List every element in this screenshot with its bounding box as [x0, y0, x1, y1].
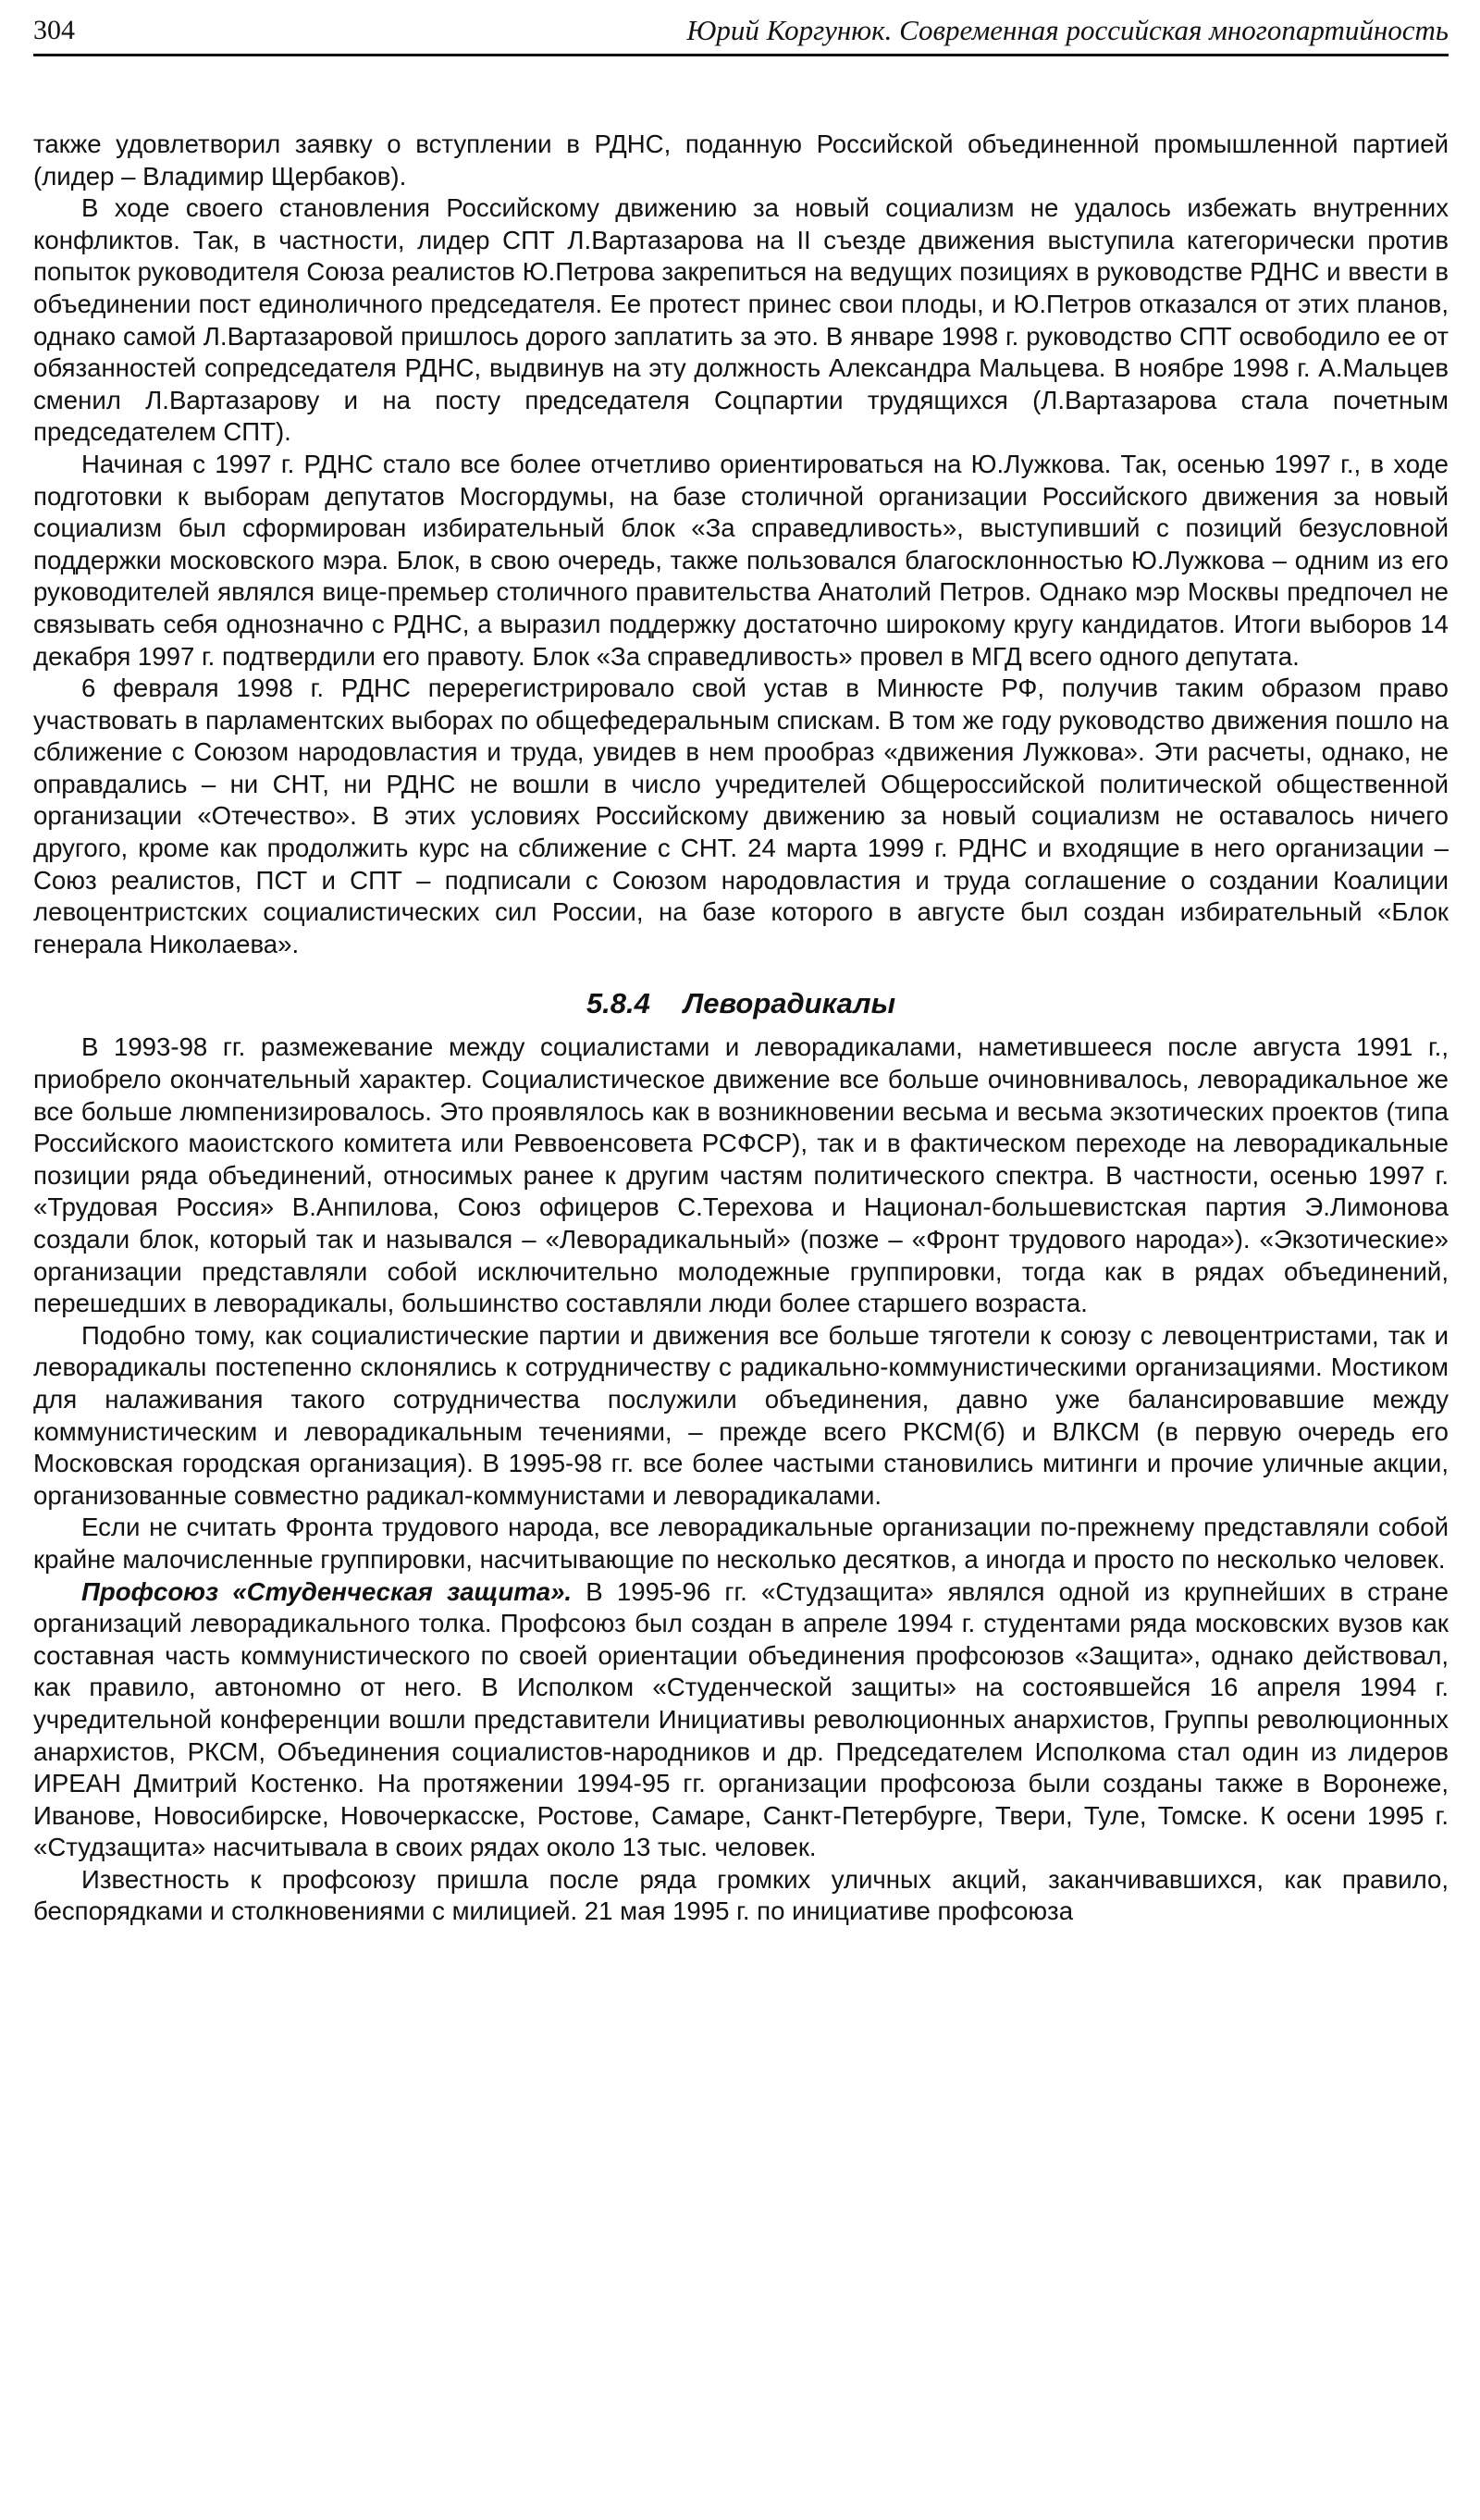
section-heading — [33, 960, 1449, 1031]
section-number: 5.8.4 — [586, 987, 650, 1020]
page-header — [33, 7, 1449, 56]
paragraph-studzashchita — [33, 1576, 1449, 1864]
paragraph-left-radicals-size: Если не считать Фронта трудового народа, все леворадикальные организации по-прежнему представляли собой крайне малочисленные группировки, насчитывающие по несколько десятков, а иногда и просто по несколько человек. — [33, 1513, 1449, 1574]
paragraph-left-radicals-cooperation: Подобно тому, как социалистические партии и движения все больше тяготели к союзу с левоцентристами, так и леворадикалы постепенно склонялись к сотрудничеству с радикально-коммунистическими организациями. Мостиком для налаживания такого сотрудничества послужили объединения, давно уже балансировавшие между коммунистическим и леворадикальным течениями, – прежде всего РКСМ(б) и ВЛКСМ (в первую очередь его Московская городская организация). В 1995-98 гг. все более частыми становились митинги и прочие уличные акции, организованные совместно радикал-коммунистами и леворадикалами. — [33, 1320, 1449, 1510]
paragraph-continuation: также удовлетворил заявку о вступлении в РДНС, поданную Российской объединенной промышленной партией (лидер – Владимир Щербаков). — [33, 130, 1449, 191]
page-number: 304 — [33, 15, 75, 45]
running-title: Юрий Коргунюк. Современная российская многопартийность — [686, 14, 1449, 46]
paragraph-rdns-registration: 6 февраля 1998 г. РДНС перерегистрировало свой устав в Минюсте РФ, получив таким образом право участвовать в парламентских выборах по общефедеральным спискам. В том же году руководство движения пошло на сближение с Союзом народовластия и труда, увидев в нем прообраз «движения Лужкова». Эти расчеты, однако, не оправдались – ни СНТ, ни РДНС не вошли в число учредителей Общероссийской политической общественной организации «Отечество». В этих условиях Российскому движению за новый социализм не оставалось ничего другого, кроме как продолжить курс на сближение с СНТ. 24 марта 1999 г. РДНС и входящие в него организации – Союз реалистов, ПСТ и СПТ – подписали с Союзом народовластия и труда соглашение о создании Коалиции левоцентристских социалистических сил России, на базе которого в августе был создан избирательный «Блок генерала Николаева». — [33, 673, 1449, 958]
studzashchita-text: В 1995-96 гг. «Студзащита» являлся одной из крупнейших в стране организаций леворадикального толка. Профсоюз был создан в апреле 1994 г. студентами ряда московских вузов как составная часть коммунистического по своей ориентации объединения профсоюзов «Защита», однако действовал, как правило, автономно от него. В Исполком «Студенческой защиты» на состоявшейся 16 апреля 1994 г. учредительной конференции вошли представители Инициативы революционных анархистов, Группы революционных анархистов, РКСМ, Объединения социалистов-народников и др. Председателем Исполкома стал один из лидеров ИРЕАН Дмитрий Костенко. На протяжении 1994-95 гг. организации профсоюза были созданы также в Воронеже, Иванове, Новосибирске, Новочеркасске, Ростове, Самаре, Санкт-Петербурге, Твери, Туле, Томске. К осени 1995 г. «Студзащита» насчитывала в своих рядах около 13 тыс. человек. — [33, 1576, 1449, 1862]
section-title: Леворадикалы — [683, 987, 896, 1020]
paragraph-left-radicals-intro: В 1993-98 гг. размежевание между социалистами и леворадикалами, наметившееся после августа 1991 г., приобрело окончательный характер. Социалистическое движение все больше очиновнивалось, леворадикальное же все больше люмпенизировалось. Это проявлялось как в возникновении весьма и весьма экзотических проектов (типа Российского маоистского комитета или Реввоенсовета РСФСР), так и в фактическом переходе на леворадикальные позиции ряда объединений, относимых ранее к другим частям политического спектра. В частности, осенью 1997 г. «Трудовая Россия» В.Анпилова, Союз офицеров С.Терехова и Национал-большевистская партия Э.Лимонова создали блок, который так и назывался – «Леворадикальный» (позже – «Фронт трудового народа»). «Экзотические» организации представляли собой исключительно молодежные группировки, тогда как в рядах объединений, перешедших в леворадикалы, большинство составляли люди более старшего возраста. — [33, 1032, 1449, 1318]
paragraph-rdns-conflicts: В ходе своего становления Российскому движению за новый социализм не удалось избежать внутренних конфликтов. Так, в частности, лидер СПТ Л.Вартазарова на II съезде движения выступила категорически против попыток руководителя Союза реалистов Ю.Петрова закрепиться на ведущих позициях в руководстве РДНС и ввести в объединении пост единоличного председателя. Ее протест принес свои плоды, и Ю.Петров отказался от этих планов, однако самой Л.Вартазаровой пришлось дорого заплатить за это. В январе 1998 г. руководство СПТ освободило ее от обязанностей сопредседателя РДНС, выдвинув на эту должность Александра Мальцева. В ноябре 1998 г. А.Мальцев сменил Л.Вартазарову и на посту председателя Соцпартии трудящихся (Л.Вартазарова стала почетным председателем СПТ). — [33, 193, 1449, 447]
studzashchita-lead-in: Профсоюз «Студенческая защита». — [81, 1576, 573, 1606]
paragraph-final: Известность к профсоюзу пришла после ряда громких уличных акций, заканчивавшихся, как правило, беспорядками и столкновениями с милицией. 21 мая 1995 г. по инициативе профсоюза — [33, 1864, 1449, 1926]
page-body — [33, 129, 1449, 1928]
paragraph-rdns-luzhkov: Начиная с 1997 г. РДНС стало все более отчетливо ориентироваться на Ю.Лужкова. Так, осенью 1997 г., в ходе подготовки к выборам депутатов Мосгордумы, на базе столичной организации Российского движения за новый социализм был сформирован избирательный блок «За справедливость», выступивший с позиций безусловной поддержки московского мэра. Блок, в свою очередь, также пользовался благосклонностью Ю.Лужкова – одним из его руководителей являлся вице-премьер столичного правительства Анатолий Петров. Однако мэр Москвы предпочел не связывать себя однозначно с РДНС, а выразил поддержку достаточно широкому кругу кандидатов. Итоги выборов 14 декабря 1997 г. подтвердили его правоту. Блок «За справедливость» провел в МГД всего одного депутата. — [33, 449, 1449, 671]
